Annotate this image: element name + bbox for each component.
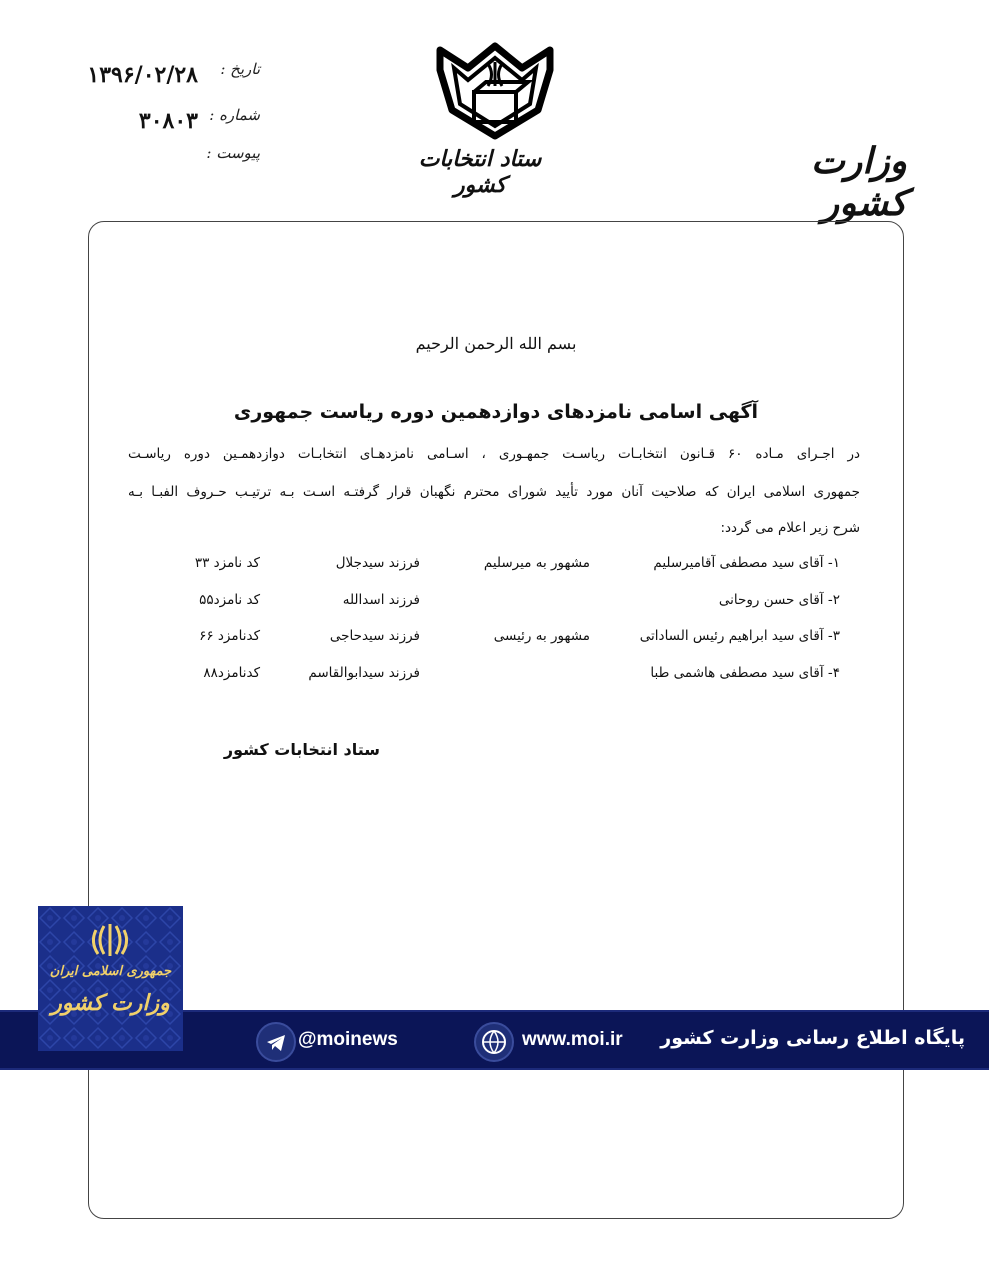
candidate-code: کد نامزد۵۵ [199, 592, 260, 608]
signature: ستاد انتخابات کشور [223, 740, 380, 759]
candidate-name: ۳- آقای سید ابراهیم رئیس الساداتی [639, 628, 840, 644]
number-value: ۳۰۸۰۳ [138, 108, 198, 134]
election-hq-emblem [430, 40, 560, 140]
candidate-code: کد نامزد ۳۳ [194, 555, 260, 571]
candidate-code: کدنامزد ۶۶ [199, 628, 260, 644]
logo-line2: وزارت کشور [51, 990, 170, 1016]
candidate-father: فرزند اسدالله [342, 592, 420, 608]
number-row [70, 102, 270, 136]
candidate-father: فرزند سیدحاجی [329, 628, 420, 644]
globe-icon[interactable] [474, 1022, 514, 1062]
candidate-row [150, 555, 840, 577]
announcement-title: آگهی اسامی نامزدهای دوازدهمین دوره ریاست جمهوری [233, 401, 759, 423]
paragraph-line: جمهوری اسلامی ایران که صلاحیت آنان مورد تأیید شورای محترم نگهبان قرار گرفتـه اسـت بـه ترتیـب حـروف الفبـا بـه [128, 484, 860, 500]
attachment-row [70, 140, 270, 174]
number-label: شماره : [209, 106, 260, 124]
candidate-name: ۱- آقای سید مصطفی آقامیرسلیم [653, 555, 840, 571]
candidate-name: ۴- آقای سید مصطفی هاشمی طبا [650, 665, 840, 681]
logo-line1: جمهوری اسلامی ایران [49, 964, 172, 979]
candidate-row [150, 628, 840, 650]
paragraph-line: در اجـرای مـاده ۶۰ قـانون انتخابـات ریاسـت جمهـوری ، اسـامی نامزدهـای انتخابـات دوازدهمـین دوره ریاسـت [128, 446, 860, 462]
telegram-icon[interactable] [256, 1022, 296, 1062]
candidate-father: فرزند سیدابوالقاسم [308, 665, 420, 681]
date-value: ۱۳۹۶/۰۲/۲۸ [87, 62, 198, 88]
ministry-title: وزارت کشور [810, 140, 907, 224]
candidate-row [150, 665, 840, 687]
date-row [70, 58, 270, 92]
bismillah: بسم الله الرحمن الرحیم [415, 334, 577, 353]
website-link[interactable]: www.moi.ir [522, 1029, 623, 1050]
telegram-handle[interactable]: @moinews [298, 1029, 398, 1050]
paragraph-line: شرح زیر اعلام می گردد: [720, 520, 860, 536]
portal-title: پایگاه اطلاع رسانی وزارت کشور [660, 1027, 965, 1049]
candidate-alias: مشهور به میرسلیم [483, 555, 590, 571]
attachment-label: پیوست : [206, 144, 260, 162]
candidate-name: ۲- آقای حسن روحانی [718, 592, 840, 608]
ministry-logo [38, 906, 183, 1051]
candidate-code: کدنامزد۸۸ [203, 665, 260, 681]
date-label: تاریخ : [220, 60, 260, 78]
hq-caption: ستاد انتخابات کشور [418, 146, 542, 198]
candidate-father: فرزند سیدجلال [335, 555, 420, 571]
candidate-alias: مشهور به رئیسی [493, 628, 590, 644]
candidate-row [150, 592, 840, 614]
